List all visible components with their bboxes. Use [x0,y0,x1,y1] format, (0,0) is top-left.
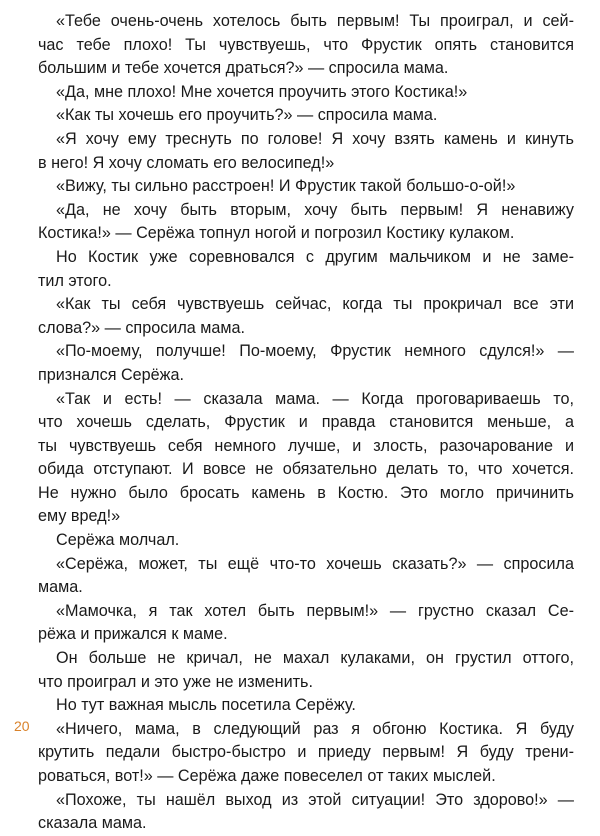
text-line: что проиграл и это уже не изменить. [38,672,313,691]
text-line: «Так и есть! — сказала мама. — Когда проговариваешь то, [56,389,574,408]
text-line: «По-моему, получше! По-моему, Фрустик немного сдулся!» — [56,342,574,361]
text-line: рёжа и прижался к маме. [38,625,228,644]
page-number: 20 [14,718,30,734]
text-line: слова?» — спросила мама. [38,318,246,337]
text-line: ему вред!» [38,507,121,526]
text-line: «Вижу, ты сильно расстроен! И Фрустик такой большо-о-ой!» [56,177,516,196]
text-line: обида отступают. И вовсе не обязательно делать то, что хочется. [38,460,574,479]
text-line: мама. [38,578,83,597]
text-line: большим и тебе хочется драться?» — спросила мама. [38,59,449,78]
text-line: в него! Я хочу сломать его велосипед!» [38,153,335,172]
text-line: «Похоже, ты нашёл выход из этой ситуации! Это здорово!» — [56,790,574,809]
page-text [38,10,574,836]
text-line: «Да, мне плохо! Мне хочется проучить этого Костика!» [56,82,468,101]
text-line: «Ничего, мама, в следующий раз я обгоню Костика. Я буду [56,719,574,738]
text-line: «Тебе очень-очень хотелось быть первым! Ты проиграл, и сей- [56,12,574,30]
text-line: крутить педали быстро-быстро и приеду первым! Я буду трени- [38,743,574,762]
text-line: «Да, не хочу быть вторым, хочу быть первым! Я ненавижу [56,200,574,219]
text-line: Не нужно было бросать камень в Костю. Это могло причинить [38,483,574,502]
text-line: «Мамочка, я так хотел быть первым!» — грустно сказал Се- [56,601,574,620]
text-line: ты чувствуешь себя немного лучше, и злость, разочарование и [38,436,574,455]
text-line: роваться, вот!» — Серёжа даже повеселел от таких мыслей. [38,767,496,785]
text-line: «Как ты хочешь его проучить?» — спросила мама. [56,106,438,125]
text-line: Но Костик уже соревновался с другим мальчиком и не заме- [56,247,574,266]
text-line: Он больше не кричал, не махал кулаками, он грустил оттого, [56,649,574,668]
text-line: «Как ты себя чувствуешь сейчас, когда ты прокричал все эти [56,295,574,314]
text-line: «Я хочу ему треснуть по голове! Я хочу взять камень и кинуть [56,129,574,148]
text-line: Костика!» — Серёжа топнул ногой и погрозил Костику кулаком. [38,224,515,243]
text-line: Но тут важная мысль посетила Серёжу. [56,696,356,715]
text-line: час тебе плохо! Ты чувствуешь, что Фрустик опять становится [38,35,574,54]
text-line: что хочешь сделать, Фрустик и правда становится меньше, а [38,413,574,432]
text-line: признался Серёжа. [38,365,185,384]
text-line: тил этого. [38,271,112,290]
text-line: Серёжа молчал. [56,531,180,550]
text-line: «Серёжа, может, ты ещё что-то хочешь сказать?» — спросила [56,554,574,573]
text-line: сказала мама. [38,814,147,833]
